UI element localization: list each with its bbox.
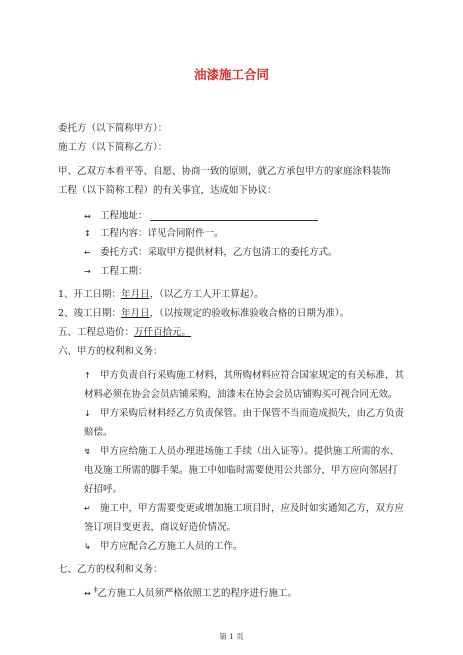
end-date-line bbox=[58, 309, 349, 319]
document-title: 油漆施工合同 bbox=[193, 67, 269, 82]
party-b-line: 施工方（以下简称乙方）： bbox=[58, 142, 168, 153]
start-date-line bbox=[58, 290, 264, 300]
end-date-note: ，（以按规定的验收标准验收合格的日期为准）。 bbox=[149, 308, 350, 319]
content-item bbox=[84, 229, 224, 239]
a4-text-1: 施工中，甲方需要变更或增加施工项目时，应及时如实通知乙方，双方应 bbox=[100, 503, 405, 514]
double-arrow-icon: ↔ bbox=[84, 211, 91, 221]
start-date-label: 1、开工日期： bbox=[58, 289, 122, 300]
total-cost-value: 万仟百拾元。 bbox=[134, 327, 192, 338]
corner-arrow-icon: ↳ bbox=[84, 542, 91, 551]
address-label: 工程地址： bbox=[100, 210, 148, 222]
method-item bbox=[84, 248, 338, 258]
a3-text-1: 甲方应给施工人员办理进场施工手续（出入证等）。提供施工所需的水、 bbox=[100, 446, 400, 457]
content-text: 工程内容：详见合同附件一。 bbox=[100, 228, 224, 239]
period-text: 工程工期： bbox=[100, 266, 148, 277]
a3-line-3: 好招呼。 bbox=[84, 484, 123, 495]
total-cost-line bbox=[58, 328, 191, 338]
a1-text-1: 甲方负责自行采购施工材料，其所购材料应符合国家规定的有关标准，其 bbox=[100, 370, 405, 381]
a5-line bbox=[84, 542, 243, 552]
zigzag-arrow-icon: ↯ bbox=[84, 447, 91, 456]
double-arrow-icon: ↔ bbox=[84, 589, 91, 598]
double-dagger-icon: ‡ bbox=[94, 586, 98, 594]
section-b-heading: 七、乙方的权利和义务： bbox=[58, 564, 163, 575]
period-item bbox=[84, 267, 148, 277]
a2-line-1 bbox=[84, 409, 404, 419]
return-arrow-icon: ↵ bbox=[84, 504, 91, 513]
start-date-value: 年月日 bbox=[121, 289, 150, 300]
total-cost-label: 五、工程总造价： bbox=[58, 327, 135, 338]
method-text: 委托方式：采取甲方提供材料，乙方包清工的委托方式。 bbox=[100, 247, 338, 258]
b1-line bbox=[84, 586, 298, 599]
party-a-line: 委托方（以下简称甲方）： bbox=[58, 123, 168, 134]
updown-arrow-icon: ↕ bbox=[84, 229, 91, 238]
right-arrow-icon: → bbox=[84, 267, 91, 276]
address-item bbox=[84, 210, 318, 221]
b1-text: 乙方施工人员须严格依照工艺的程序进行施工。 bbox=[97, 588, 298, 599]
section-a-heading: 六、甲方的权利和义务： bbox=[58, 346, 163, 357]
down-arrow-icon: ↓ bbox=[84, 409, 91, 418]
start-date-note: ，（以乙方工人开工算起）。 bbox=[149, 289, 264, 300]
page-number: 第 1 页 bbox=[219, 632, 244, 641]
address-blank bbox=[150, 210, 318, 221]
up-arrow-icon: ↑ bbox=[84, 371, 91, 380]
a5-text: 甲方应配合乙方施工人员的工作。 bbox=[100, 541, 243, 552]
left-arrow-icon: ← bbox=[84, 248, 91, 257]
end-date-value: 年月日 bbox=[121, 308, 150, 319]
end-date-label: 2、竣工日期： bbox=[58, 308, 122, 319]
a3-line-1 bbox=[84, 447, 399, 457]
a2-text-1: 甲方采购后材料经乙方负责保管。由于保管不当而造成损失，由乙方负责 bbox=[100, 408, 405, 419]
intro-line-2: 工程（以下简称工程）的有关事宜，达成如下协议： bbox=[58, 185, 277, 196]
a2-line-2: 赔偿。 bbox=[84, 427, 113, 438]
a1-line-2: 材料必须在协会会员店铺采购，油漆未在协会会员店铺购买可视合同无效。 bbox=[84, 389, 398, 400]
intro-line-1: 甲、乙双方本着平等、自愿、协商一致的原则，就乙方承包甲方的家庭涂料装饰 bbox=[58, 166, 391, 177]
a1-line-1 bbox=[84, 371, 404, 381]
a4-line-2: 签订项目变更表，商议好造价情况。 bbox=[84, 522, 237, 533]
a3-line-2: 电及施工所需的脚手架。施工中如临时需要使用公共部分，甲方应向邻居打 bbox=[84, 465, 398, 476]
a4-line-1 bbox=[84, 504, 404, 514]
